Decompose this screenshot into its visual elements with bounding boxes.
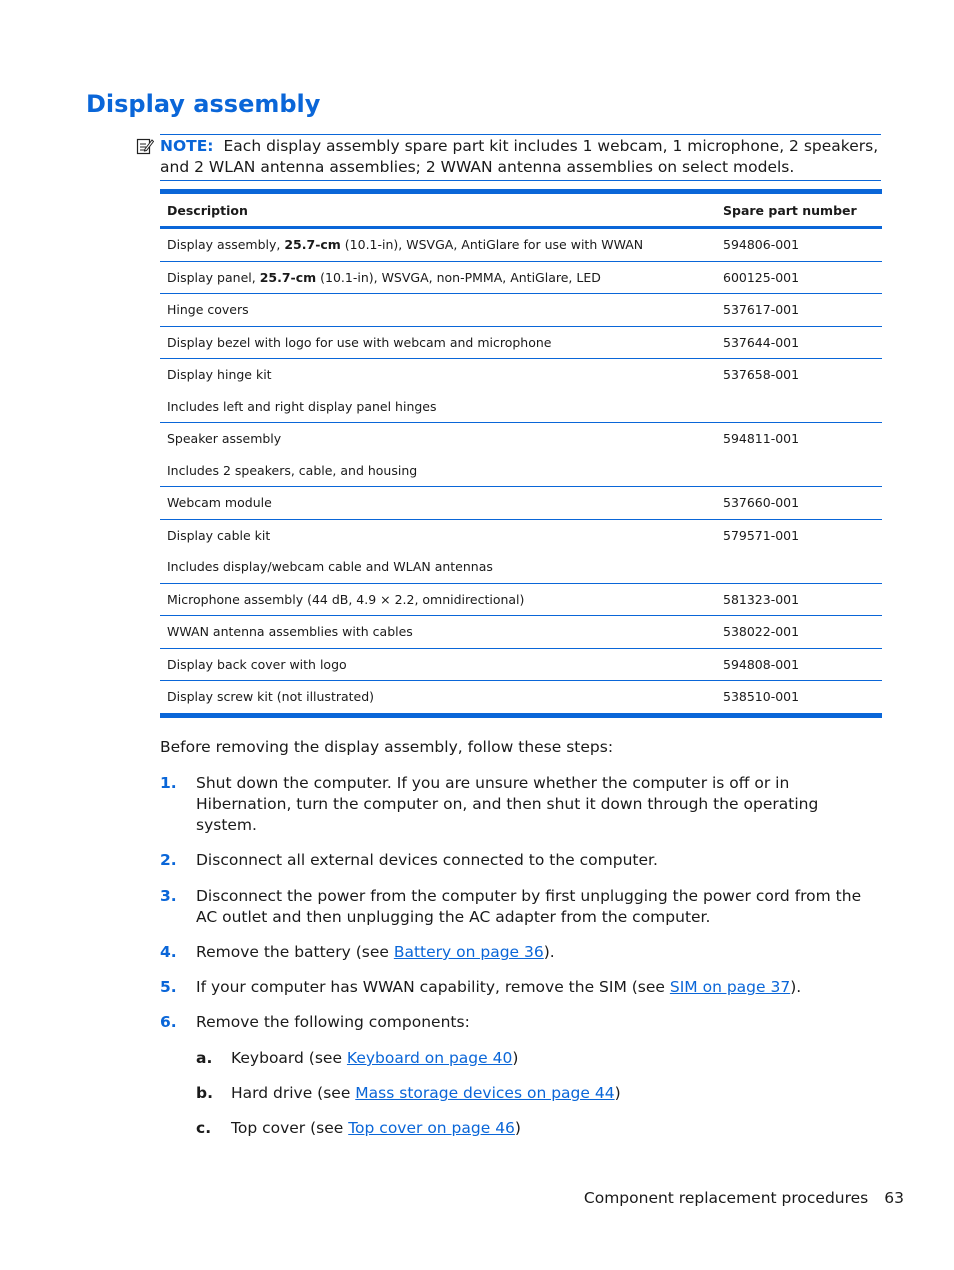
substep-letter: a. xyxy=(196,1049,213,1067)
step-number: 5. xyxy=(160,978,177,996)
description-text: Display panel, xyxy=(167,269,260,285)
substep-letter: c. xyxy=(196,1119,212,1137)
part-number-cell xyxy=(716,648,882,681)
step-number: 2. xyxy=(160,851,177,869)
substep-link[interactable]: Keyboard on page 40 xyxy=(346,1049,513,1067)
part-description xyxy=(167,649,709,681)
step-number: 4. xyxy=(160,943,177,961)
description-text: Hinge covers xyxy=(167,302,249,317)
table-row xyxy=(160,583,882,616)
description-text: Display hinge kit xyxy=(167,367,272,382)
substep-text: Hard drive (see xyxy=(231,1084,356,1102)
spare-parts-table xyxy=(160,189,882,718)
step-link[interactable]: Battery on page 36 xyxy=(393,943,544,961)
part-number-cell xyxy=(716,519,882,583)
note-box xyxy=(160,134,881,181)
part-description xyxy=(167,359,709,391)
step-item xyxy=(160,942,875,963)
table-row xyxy=(160,487,882,520)
part-description xyxy=(167,262,709,294)
spare-part-number: 594811-001 xyxy=(723,431,800,446)
table-row xyxy=(160,359,882,423)
substep-text-end: ) xyxy=(614,1084,621,1102)
description-text: Webcam module xyxy=(167,495,272,510)
spare-part-number: 537658-001 xyxy=(723,367,800,382)
spare-part-number: 537617-001 xyxy=(723,302,800,317)
step-text: Disconnect the power from the computer by first unplugging the power cord from the AC outlet and then unplugging the AC adapter from the computer. xyxy=(196,887,862,926)
step-item xyxy=(160,773,875,836)
step-text: Remove the following components: xyxy=(196,1013,470,1031)
part-number-cell xyxy=(716,359,882,423)
part-description-cell xyxy=(160,423,716,487)
part-number-cell xyxy=(716,487,882,520)
spare-part-number: 581323-001 xyxy=(723,591,800,607)
part-number-cell xyxy=(716,228,882,262)
part-description-cell xyxy=(160,228,716,262)
description-text: Display cable kit xyxy=(167,527,271,543)
table-row xyxy=(160,228,882,262)
description-detail: (10.1-in), WSVGA, non-PMMA, AntiGlare, LED xyxy=(316,269,601,285)
spare-part-number: 537660-001 xyxy=(723,495,800,510)
part-number-cell xyxy=(716,681,882,716)
step-number: 6. xyxy=(160,1013,177,1031)
part-description-cell xyxy=(160,681,716,716)
description-text: Speaker assembly xyxy=(167,431,282,446)
substep-link[interactable]: Mass storage devices on page 44 xyxy=(355,1084,615,1102)
part-number-cell xyxy=(716,616,882,649)
part-number-cell xyxy=(716,294,882,327)
spare-part-number: 579571-001 xyxy=(723,527,800,543)
page-title: Display assembly xyxy=(86,90,321,118)
step-text: Disconnect all external devices connected to the computer. xyxy=(196,851,658,869)
step-item xyxy=(160,886,875,928)
description-text: Display back cover with logo xyxy=(167,656,347,672)
substeps-list xyxy=(196,1048,875,1139)
part-description xyxy=(167,294,709,326)
note-text: Each display assembly spare part kit includes 1 webcam, 1 microphone, 2 speakers, and 2 WLAN antenna assemblies; 2 WWAN antenna assemblies on select models. xyxy=(160,137,879,176)
part-description xyxy=(167,487,709,519)
substep-link[interactable]: Top cover on page 46 xyxy=(348,1119,515,1137)
table-row xyxy=(160,261,882,294)
table-row xyxy=(160,294,882,327)
spare-part-number: 538022-001 xyxy=(723,624,800,639)
part-description xyxy=(167,681,709,713)
part-number-cell xyxy=(716,261,882,294)
part-includes-note: Includes left and right display panel hinges xyxy=(167,398,437,414)
step-link[interactable]: SIM on page 37 xyxy=(669,978,791,996)
table-row xyxy=(160,616,882,649)
intro-text: Before removing the display assembly, follow these steps: xyxy=(160,738,614,756)
part-description xyxy=(167,520,709,552)
step-item xyxy=(160,1012,875,1139)
part-description-cell xyxy=(160,261,716,294)
step-text-end: ). xyxy=(543,943,555,961)
part-description xyxy=(167,423,709,455)
part-description xyxy=(167,616,709,648)
part-description xyxy=(167,584,709,616)
description-text: Display bezel with logo for use with webcam and microphone xyxy=(167,334,552,350)
part-description xyxy=(167,327,709,359)
step-text-end: ). xyxy=(790,978,802,996)
spare-part-number: 538510-001 xyxy=(723,689,800,704)
part-description-cell xyxy=(160,487,716,520)
description-size: 25.7-cm xyxy=(284,237,341,252)
part-description-cell xyxy=(160,519,716,583)
part-description xyxy=(167,229,709,261)
substep-item xyxy=(196,1118,875,1139)
description-detail: (10.1-in), WSVGA, AntiGlare for use with WWAN xyxy=(340,237,644,252)
substep-text-end: ) xyxy=(512,1049,519,1067)
part-includes-note: Includes display/webcam cable and WLAN antennas xyxy=(167,559,493,574)
description-size: 25.7-cm xyxy=(259,269,317,285)
part-number-cell xyxy=(716,423,882,487)
step-text: If your computer has WWAN capability, remove the SIM (see xyxy=(196,978,670,996)
header-spare-part-number: Spare part number xyxy=(716,192,882,228)
page-number: 63 xyxy=(884,1189,904,1207)
spare-part-number: 600125-001 xyxy=(723,269,800,285)
header-description: Description xyxy=(160,192,716,228)
substep-letter: b. xyxy=(196,1084,213,1102)
part-description-cell xyxy=(160,616,716,649)
part-description-cell xyxy=(160,359,716,423)
footer-section-title: Component replacement procedures xyxy=(583,1189,869,1207)
substep-text: Keyboard (see xyxy=(231,1049,347,1067)
step-number: 3. xyxy=(160,887,177,905)
steps-list xyxy=(160,773,875,1154)
spare-part-number: 537644-001 xyxy=(723,334,800,350)
note-label: NOTE: xyxy=(160,137,214,155)
table-row xyxy=(160,326,882,359)
part-number-cell xyxy=(716,583,882,616)
step-item xyxy=(160,850,875,871)
step-text: Remove the battery (see xyxy=(196,943,394,961)
substep-item xyxy=(196,1048,875,1069)
description-text: Display screw kit (not illustrated) xyxy=(167,689,375,704)
spare-part-number: 594806-001 xyxy=(723,237,800,252)
part-description-cell xyxy=(160,294,716,327)
part-description-cell xyxy=(160,583,716,616)
substep-item xyxy=(196,1083,875,1104)
table-row xyxy=(160,648,882,681)
part-description-cell xyxy=(160,648,716,681)
table-header-row xyxy=(160,192,882,228)
step-item xyxy=(160,977,875,998)
step-number: 1. xyxy=(160,774,177,792)
description-text: WWAN antenna assemblies with cables xyxy=(167,624,413,639)
note-icon xyxy=(136,137,154,155)
spare-part-number: 594808-001 xyxy=(723,656,800,672)
substep-text: Top cover (see xyxy=(231,1119,349,1137)
table-row xyxy=(160,681,882,716)
part-description-cell xyxy=(160,326,716,359)
page-footer xyxy=(584,1189,904,1207)
part-number-cell xyxy=(716,326,882,359)
part-includes-note: Includes 2 speakers, cable, and housing xyxy=(167,462,418,478)
description-text: Microphone assembly (44 dB, 4.9 × 2.2, omnidirectional) xyxy=(167,591,525,607)
table-row xyxy=(160,519,882,583)
description-text: Display assembly, xyxy=(167,237,285,252)
substep-text-end: ) xyxy=(514,1119,521,1137)
step-text: Shut down the computer. If you are unsure whether the computer is off or in Hibernation, turn the computer on, and then shut it down through the operating system. xyxy=(196,774,819,834)
table-row xyxy=(160,423,882,487)
